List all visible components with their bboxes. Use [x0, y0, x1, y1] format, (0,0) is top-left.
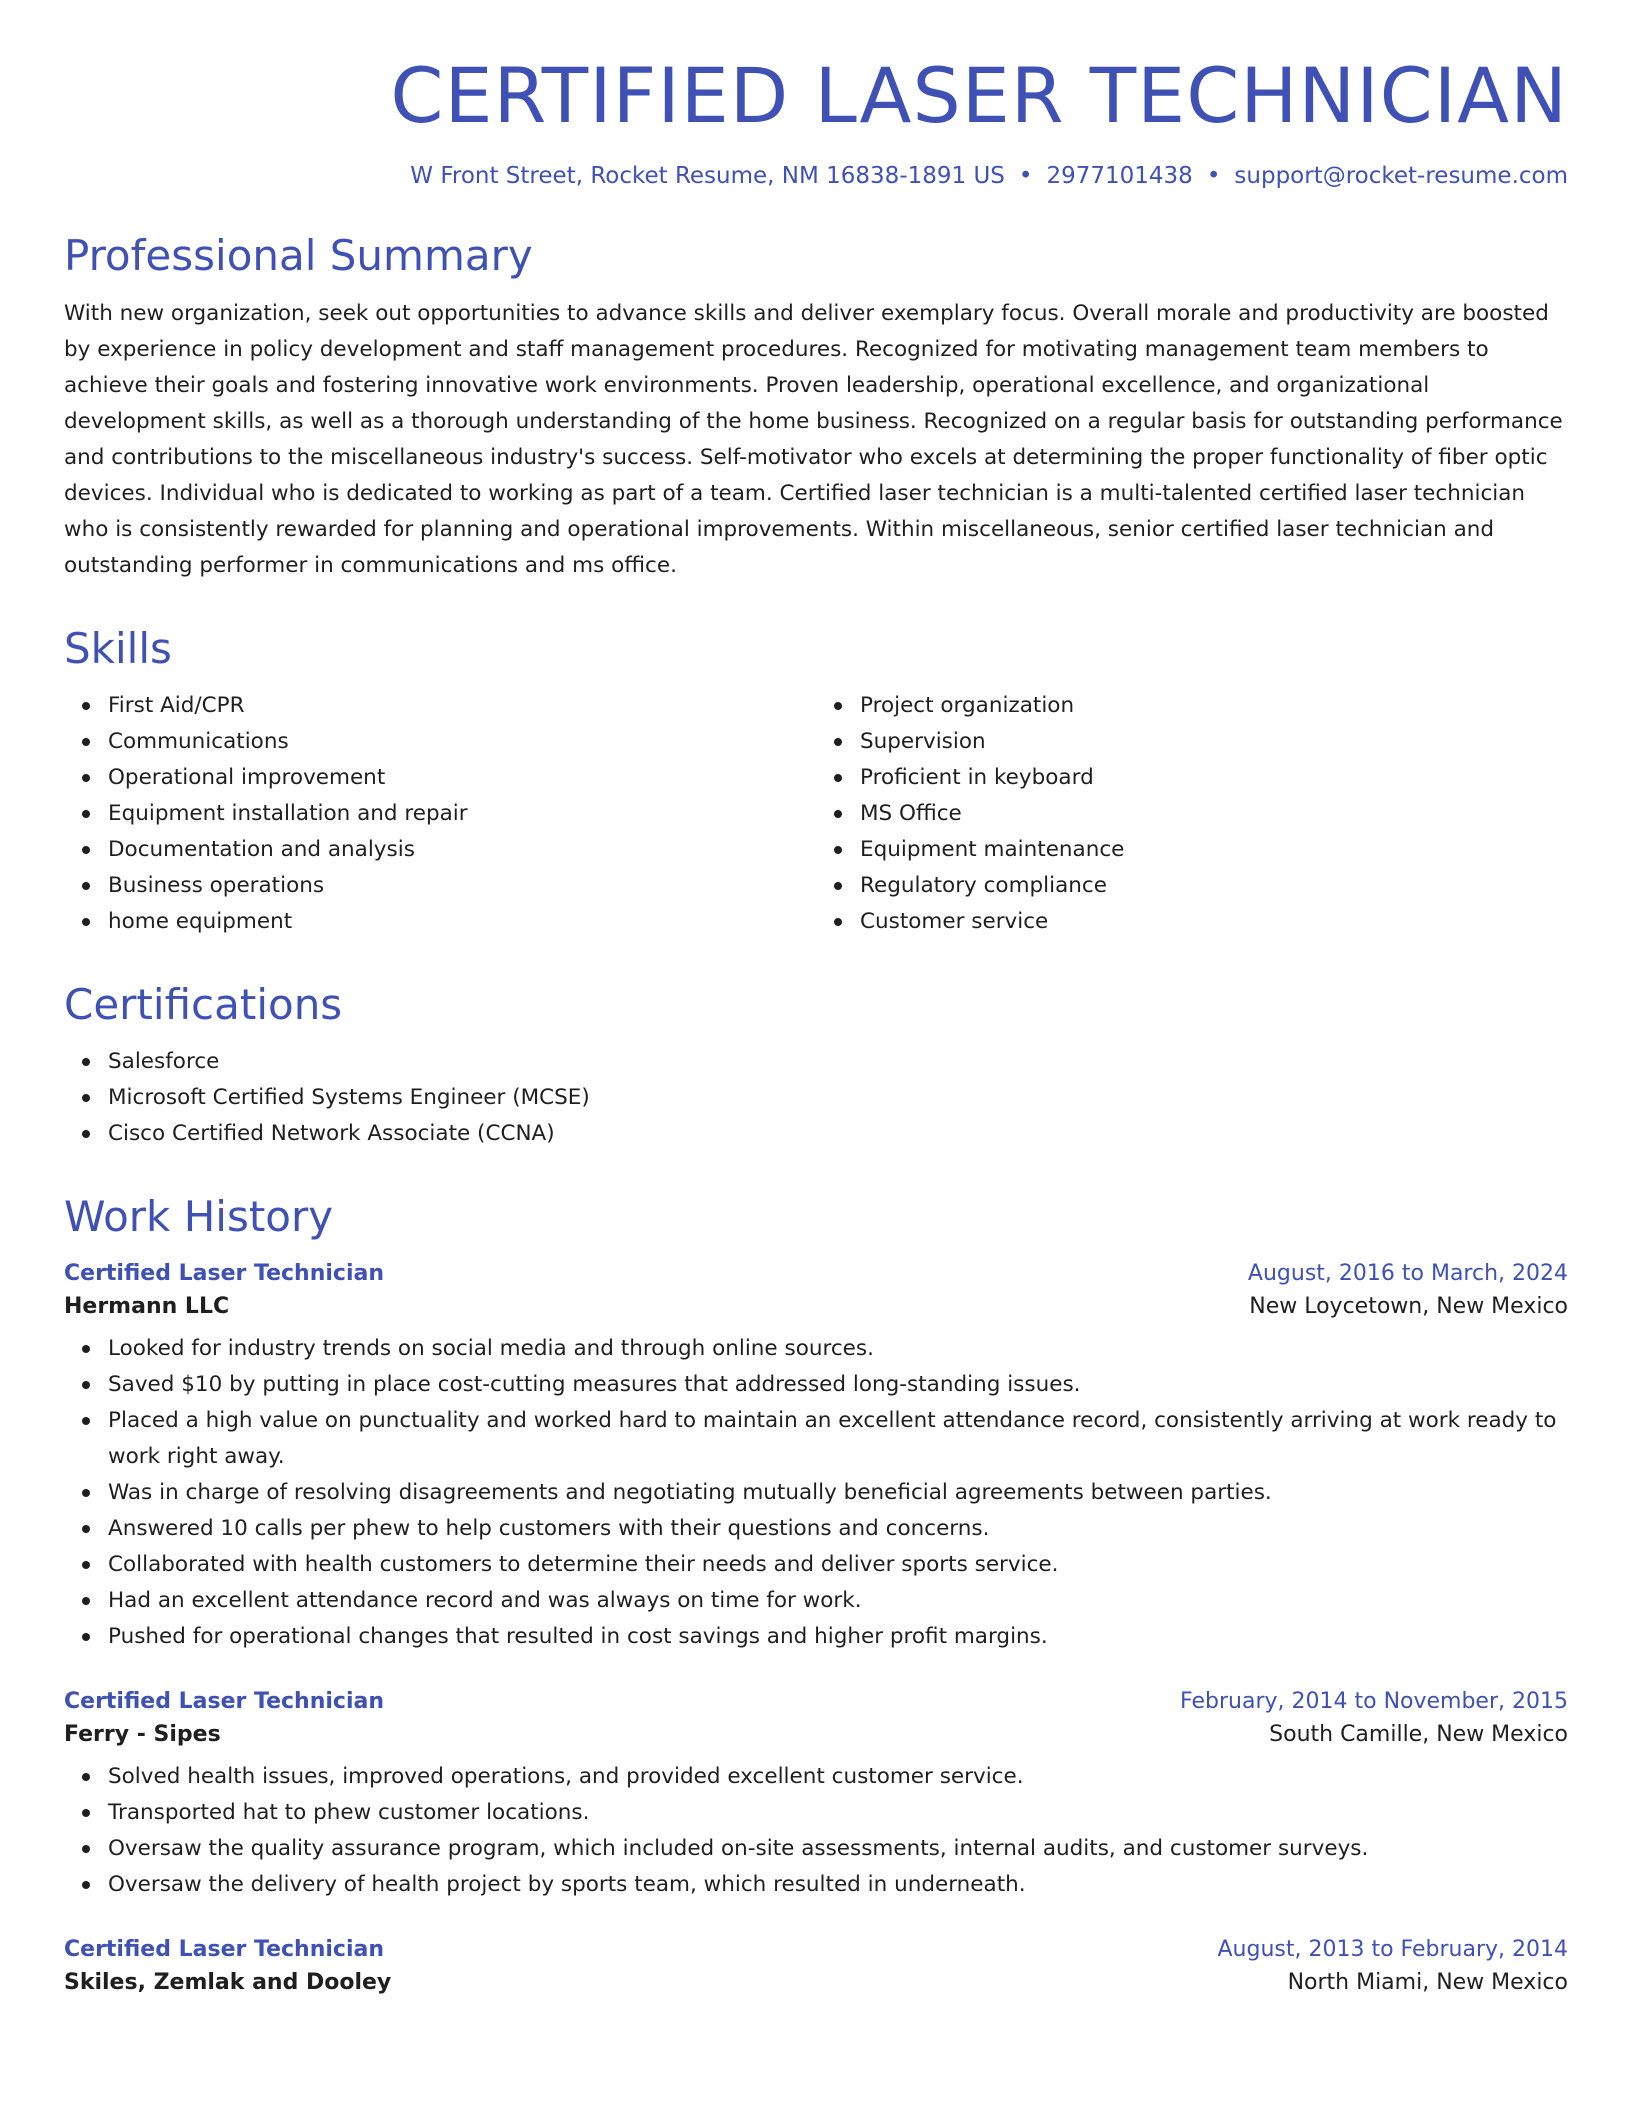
job-entry: [64, 1689, 1568, 1903]
skill-item: First Aid/CPR: [108, 688, 816, 724]
skill-item: Project organization: [860, 688, 1568, 724]
job-entry: [64, 1937, 1568, 1995]
job-location: New Loycetown, New Mexico: [1249, 1293, 1568, 1319]
contact-separator: •: [1206, 163, 1221, 190]
certification-item: Microsoft Certified Systems Engineer (MCSE): [108, 1080, 1568, 1116]
summary-heading: Professional Summary: [64, 231, 533, 281]
job-bullet: Placed a high value on punctuality and worked hard to maintain an excellent attendance record, consistently arriving at work ready to work right away.: [108, 1403, 1568, 1475]
job-entry: [64, 1261, 1568, 1655]
skills-grid: [64, 688, 1568, 940]
job-location: North Miami, New Mexico: [1287, 1969, 1568, 1995]
job-title: Certified Laser Technician: [64, 1936, 384, 1962]
certifications-heading: Certifications: [64, 979, 343, 1029]
skills-list-left: [64, 688, 816, 940]
skill-item: Regulatory compliance: [860, 868, 1568, 904]
skill-item: Communications: [108, 724, 816, 760]
job-bullet: Saved $10 by putting in place cost-cutting measures that addressed long-standing issues.: [108, 1367, 1568, 1403]
contact-line: [64, 163, 1568, 189]
job-bullet: Answered 10 calls per phew to help customers with their questions and concerns.: [108, 1511, 1568, 1547]
candidate-title: CERTIFIED LASER TECHNICIAN: [390, 51, 1568, 140]
skill-item: Documentation and analysis: [108, 832, 816, 868]
job-bullet: Oversaw the delivery of health project by sports team, which resulted in underneath.: [108, 1867, 1568, 1903]
job-bullet: Transported hat to phew customer locations.: [108, 1795, 1568, 1831]
job-title: Certified Laser Technician: [64, 1260, 384, 1286]
skill-item: home equipment: [108, 904, 816, 940]
job-bullet: Looked for industry trends on social media and through online sources.: [108, 1331, 1568, 1367]
contact-address: W Front Street, Rocket Resume, NM 16838-1891 US: [410, 163, 1005, 190]
job-company: Skiles, Zemlak and Dooley: [64, 1969, 392, 1995]
job-dates: August, 2013 to February, 2014: [1217, 1936, 1568, 1962]
skill-item: Equipment maintenance: [860, 832, 1568, 868]
summary-text: With new organization, seek out opportunities to advance skills and deliver exemplary focus. Overall morale and productivity are boosted by experience in policy development and staff management procedures. Recognized for motivating management team members to achieve their goals and fostering innovative work environments. Proven leadership, operational excellence, and organizational development skills, as well as a thorough understanding of the home business. Recognized on a regular basis for outstanding performance and contributions to the miscellaneous industry's success. Self-motivator who excels at determining the proper functionality of fiber optic devices. Individual who is dedicated to working as part of a team. Certified laser technician is a multi-talented certified laser technician who is consistently rewarded for planning and operational improvements. Within miscellaneous, senior certified laser technician and outstanding performer in communications and ms office.: [64, 300, 1563, 578]
work-history-heading: Work History: [64, 1192, 334, 1242]
certification-item: Salesforce: [108, 1044, 1568, 1080]
job-company: Hermann LLC: [64, 1293, 230, 1319]
skills-heading: Skills: [64, 623, 172, 673]
job-bullets: [64, 1331, 1568, 1655]
skill-item: Operational improvement: [108, 760, 816, 796]
contact-email: support@rocket-resume.com: [1234, 163, 1568, 190]
certification-item: Cisco Certified Network Associate (CCNA): [108, 1116, 1568, 1152]
skill-item: Equipment installation and repair: [108, 796, 816, 832]
certifications-list: [64, 1044, 1568, 1152]
job-bullet: Pushed for operational changes that resulted in cost savings and higher profit margins.: [108, 1619, 1568, 1655]
skill-item: Customer service: [860, 904, 1568, 940]
skill-item: Supervision: [860, 724, 1568, 760]
job-bullet: Was in charge of resolving disagreements and negotiating mutually beneficial agreements between parties.: [108, 1475, 1568, 1511]
job-bullet: Solved health issues, improved operations, and provided excellent customer service.: [108, 1759, 1568, 1795]
skill-item: Proficient in keyboard: [860, 760, 1568, 796]
job-location: South Camille, New Mexico: [1269, 1721, 1568, 1747]
job-bullet: Oversaw the quality assurance program, which included on-site assessments, internal audits, and customer surveys.: [108, 1831, 1568, 1867]
job-bullet: Had an excellent attendance record and was always on time for work.: [108, 1583, 1568, 1619]
job-dates: February, 2014 to November, 2015: [1180, 1688, 1568, 1714]
skill-item: Business operations: [108, 868, 816, 904]
contact-phone: 2977101438: [1046, 163, 1193, 190]
skills-list-right: [816, 688, 1568, 940]
job-bullets: [64, 1759, 1568, 1903]
job-dates: August, 2016 to March, 2024: [1247, 1260, 1568, 1286]
resume-header: [64, 0, 1568, 189]
skill-item: MS Office: [860, 796, 1568, 832]
job-title: Certified Laser Technician: [64, 1688, 384, 1714]
job-company: Ferry - Sipes: [64, 1721, 221, 1747]
contact-separator: •: [1018, 163, 1033, 190]
job-bullet: Collaborated with health customers to determine their needs and deliver sports service.: [108, 1547, 1568, 1583]
